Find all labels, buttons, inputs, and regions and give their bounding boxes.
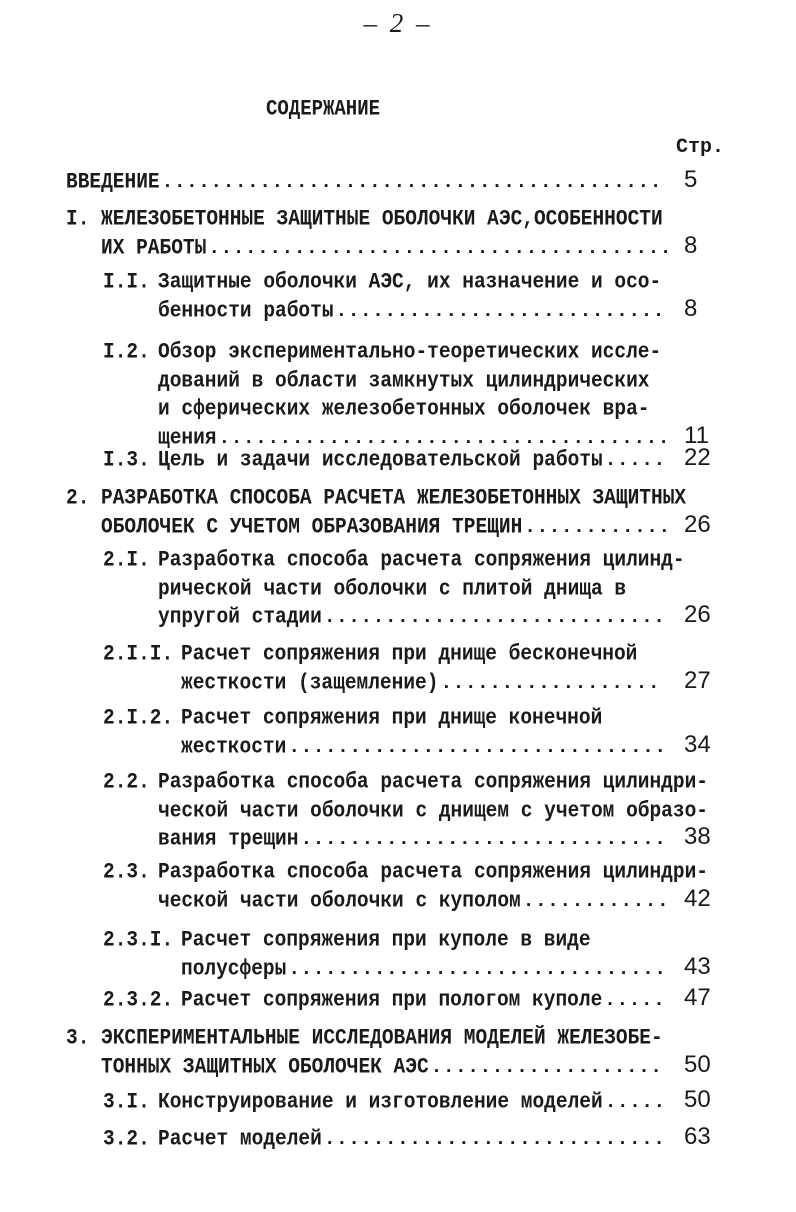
toc-page-number: 50 — [684, 1050, 711, 1078]
toc-entry-number: 2.3. — [103, 859, 150, 885]
toc-entry-text: и сферических железобетонных оболочек вра- — [158, 396, 650, 422]
toc-entry-number: I.3. — [103, 447, 150, 473]
toc-entry-text: Обзор экспериментально-теоретических иссле- — [158, 339, 662, 365]
toc-entry-text: ЭКСПЕРИМЕНТАЛЬНЫЕ ИССЛЕДОВАНИЯ МОДЕЛЕЙ ЖЕЛЕЗОБЕ- — [101, 1025, 663, 1051]
toc-leader-dots: ..... — [604, 1091, 666, 1113]
toc-leader-dots: ..... — [604, 449, 666, 471]
toc-leader-dots: ............ — [524, 515, 671, 538]
page-title: СОДЕРЖАНИЕ — [265, 96, 381, 122]
toc-entry-number: 2.I.2. — [103, 705, 174, 731]
toc-page-number: 27 — [684, 666, 711, 694]
page-number: – 2 – — [363, 8, 433, 38]
toc-leader-dots: ............................... — [288, 957, 667, 980]
toc-entry-number: I.2. — [103, 339, 150, 365]
toc-leader-dots: .............................. — [300, 828, 667, 850]
toc-page-number: 43 — [684, 952, 711, 980]
toc-entry-number: 2. — [66, 485, 90, 511]
toc-page-number: 11 — [684, 421, 709, 449]
toc-entry-number: I. — [66, 206, 90, 232]
toc-entry-text: ческой части оболочки с куполом — [158, 888, 521, 913]
toc-entry-text: Защитные оболочки АЭС, их назначение и осо- — [158, 269, 662, 295]
toc-entry-text: Расчет сопряжения при куполе в виде — [181, 927, 591, 953]
toc-page-number: 26 — [684, 510, 711, 538]
toc-page-number: 5 — [684, 166, 698, 193]
page-column-label: Стр. — [676, 136, 725, 159]
toc-entry-text: ВВЕДЕНИЕ — [66, 169, 160, 195]
toc-leader-dots: ............................ — [323, 1128, 666, 1150]
toc-entry-text: рической части оболочки с плитой днища в — [158, 576, 627, 601]
toc-entry-number: 3.2. — [103, 1126, 150, 1152]
toc-leader-dots: ......................................... — [161, 171, 662, 193]
toc-entry-text: дований в области замкнутых цилиндрических — [158, 368, 650, 393]
toc-entry-number: 3. — [66, 1025, 90, 1051]
toc-entry-text: Конструирование и изготовление моделей — [158, 1089, 603, 1115]
toc-leader-dots: ...................................... — [208, 236, 672, 259]
toc-leader-dots: ..... — [604, 989, 666, 1011]
toc-page-number: 47 — [684, 984, 711, 1011]
toc-entry-text: упругой стадии — [158, 604, 322, 630]
toc-entry-number: 2.I.I. — [103, 641, 174, 667]
toc-entry-text: Разработка способа расчета сопряжения цилинд- — [158, 547, 685, 573]
toc-entry-text: вания трещин — [158, 826, 299, 852]
toc-entry-text: ИХ РАБОТЫ — [101, 235, 207, 260]
toc-entry-text: жесткости — [181, 734, 287, 759]
toc-leader-dots: ............................... — [288, 735, 667, 758]
toc-leader-dots: ........................... — [335, 299, 665, 322]
toc-entry-number: 3.I. — [103, 1089, 150, 1115]
toc-entry-text: ЖЕЛЕЗОБЕТОННЫЕ ЗАЩИТНЫЕ ОБОЛОЧКИ АЭС,ОСОБЕННОСТИ — [101, 206, 663, 232]
toc-entry-text: ТОННЫХ ЗАЩИТНЫХ ОБОЛОЧЕК АЭС — [101, 1054, 429, 1079]
toc-entry-text: Цель и задачи исследовательской работы — [158, 447, 603, 473]
toc-page-number: 26 — [684, 601, 711, 628]
toc-entry-text: полусферы — [181, 956, 287, 981]
toc-page-number: 42 — [684, 884, 711, 912]
toc-entry-text: Расчет сопряжения при днище бесконечной — [181, 641, 638, 667]
toc-page-number: 8 — [684, 231, 698, 259]
toc-leader-dots: ................... — [430, 1055, 663, 1078]
toc-entry-text: ОБОЛОЧЕК С УЧЕТОМ ОБРАЗОВАНИЯ ТРЕЩИН — [101, 514, 523, 539]
toc-page-number: 34 — [684, 730, 711, 758]
toc-leader-dots: ............................ — [323, 606, 666, 628]
toc-leader-dots: .................. — [440, 671, 661, 694]
toc-entry-number: I.I. — [103, 269, 150, 295]
toc-page-number: 22 — [684, 444, 711, 471]
toc-entry-text: Расчет моделей — [158, 1126, 322, 1152]
toc-page-number: 8 — [684, 294, 698, 322]
toc-entry-text: ческой части оболочки с днищем с учетом образо- — [158, 798, 708, 823]
toc-entry-text: Расчет сопряжения при днище конечной — [181, 705, 603, 731]
toc-entry-text: бенности работы — [158, 298, 334, 323]
toc-page-number: 50 — [684, 1086, 711, 1113]
toc-entry-text: жесткости (защемление) — [181, 670, 439, 695]
toc-leader-dots: ............ — [522, 889, 670, 912]
toc-entry-text: щения — [158, 425, 217, 450]
toc-entry-text: Разработка способа расчета сопряжения цилиндри- — [158, 859, 708, 885]
toc-entry-text: Расчет сопряжения при пологом куполе — [181, 987, 603, 1013]
toc-entry-number: 2.I. — [103, 547, 150, 573]
toc-page-number: 63 — [684, 1123, 711, 1150]
toc-entry-number: 2.2. — [103, 769, 150, 795]
toc-entry-number: 2.3.2. — [103, 987, 174, 1013]
toc-leader-dots: ..................................... — [218, 426, 670, 449]
toc-entry-number: 2.3.I. — [103, 927, 174, 953]
toc-entry-text: РАЗРАБОТКА СПОСОБА РАСЧЕТА ЖЕЛЕЗОБЕТОННЫХ ЗАЩИТНЫХ — [101, 485, 687, 511]
toc-entry-text: Разработка способа расчета сопряжения цилиндри- — [158, 769, 708, 795]
toc-page-number: 38 — [684, 823, 711, 850]
